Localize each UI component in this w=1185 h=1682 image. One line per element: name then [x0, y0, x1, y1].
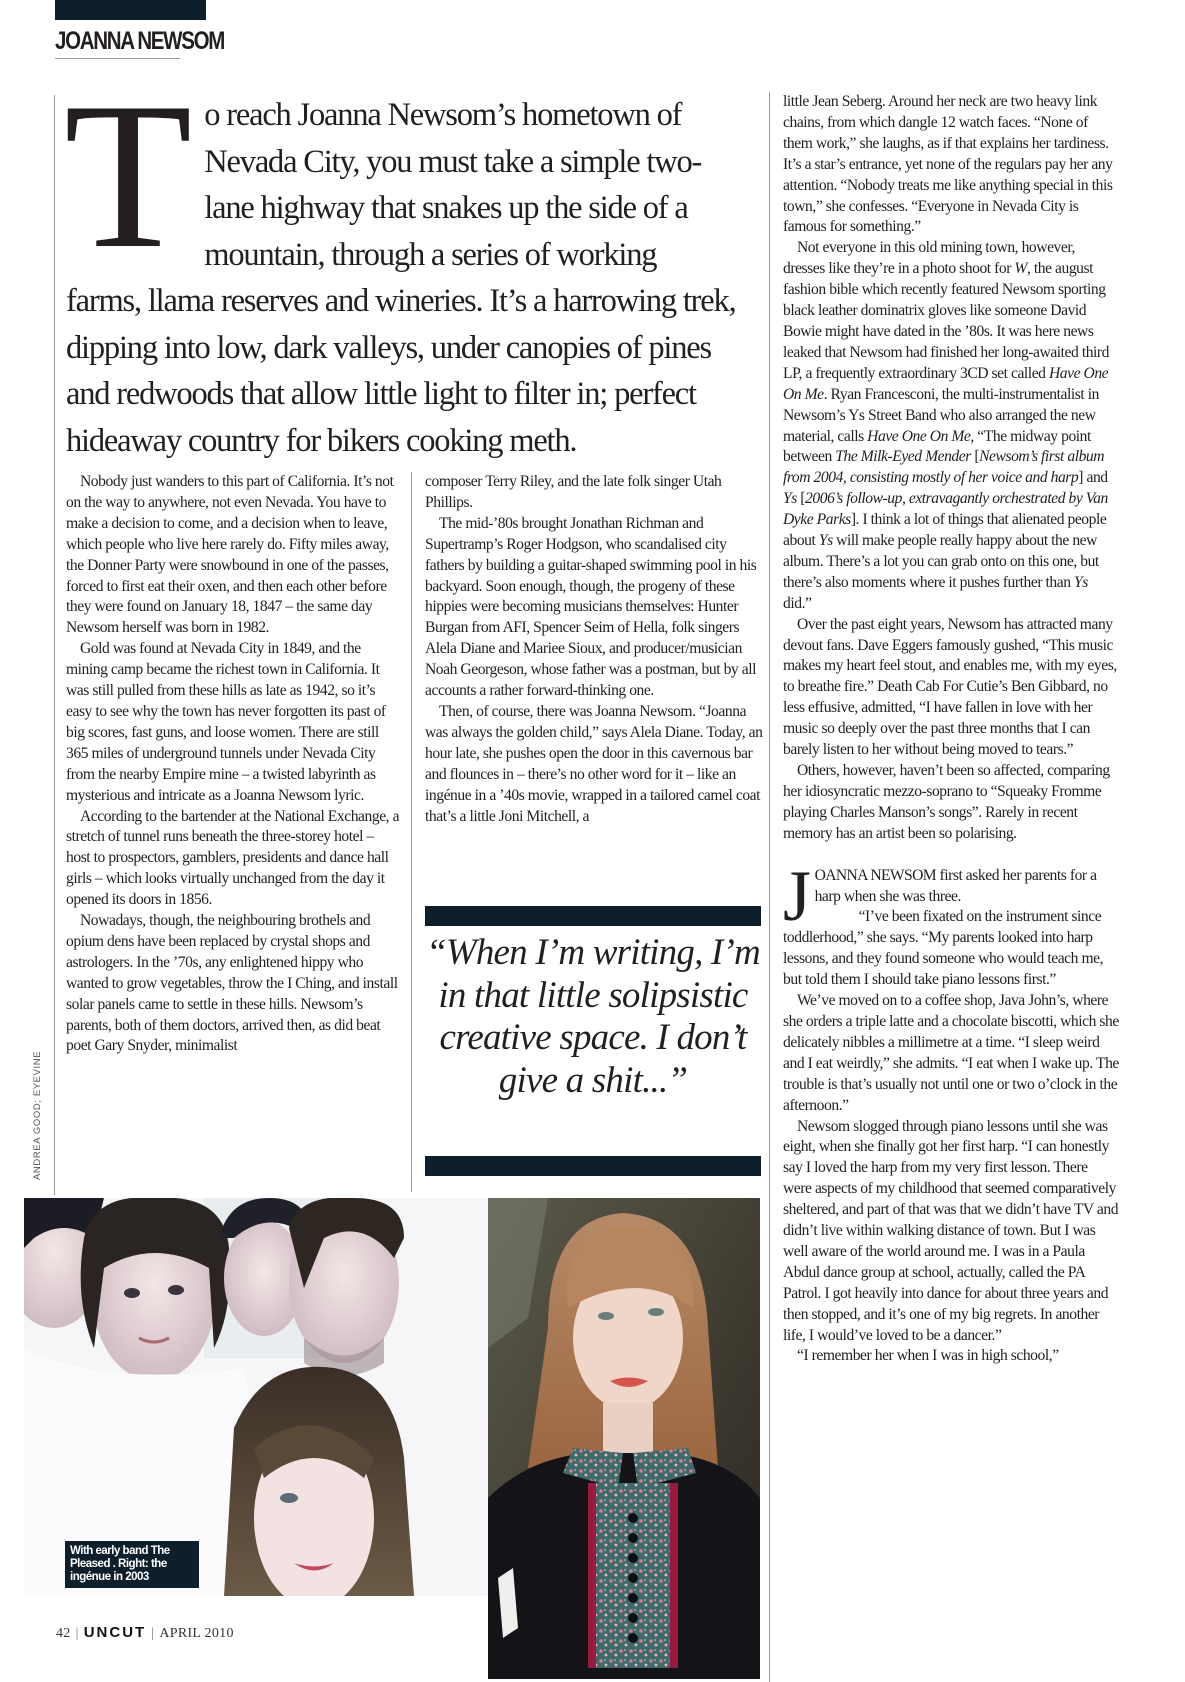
paragraph: The mid-’80s brought Jonathan Richman and Supertramp’s Roger Hodgson, who scandalised city fathers by building a guitar-shaped swimming pool in his backyard. Soon enough, though, the progeny of these hippies were becoming musicians themselves: Hunter Burgan from AFI, Spencer Seim of Hella, folk singers Alela Diane and Mariee Sioux, and producer/musician Noah Georgeson, whose father was a postman, but by all accounts a rather forward-thinking one.	[425, 514, 757, 700]
paragraph: “I’ve been fixated on the instrument since toddlerhood,” she says. “My parents looked into harp lessons, and they found someone who would teach me, but told them I should take piano lessons first.”	[783, 908, 1104, 989]
left-margin-rule	[54, 95, 55, 1195]
paragraph: Then, of course, there was Joanna Newsom. “Joanna was always the golden child,” says Alela Diane. Today, an hour late, she pushes open the door in this cavernous bar and flounces in – there’s no other word for it – like an ingénue in a ’40s movie, wrapped in a tailored camel coat that’s a little Joni Mitchell, a	[425, 702, 763, 825]
header-color-bar	[55, 0, 206, 20]
editorial-note: Newsom’s first album from 2004, consisting mostly of her voice and harp	[783, 448, 1105, 487]
paragraph: Over the past eight years, Newsom has attracted many devout fans. Dave Eggers famously gushed, “This music makes my heart feel stout, and enables me, with my eyes, to breathe fire.” Death Cab For Cutie’s Ben Gibbard, no less effusive, admitted, “I have fallen in love with her music so deeply over the past three months that I can barely listen to her without being moved to tears.”	[783, 615, 1117, 759]
album-title: Ys	[783, 490, 797, 508]
paragraph	[783, 238, 1119, 614]
column-divider-1	[411, 472, 412, 1192]
footer-separator: |	[75, 1626, 79, 1641]
paragraph: According to the bartender at the National Exchange, a stretch of tunnel runs beneath the three-storey hotel – host to prospectors, gamblers, presidents and dance hall girls – which looks virtually unchanged from the day it opened its doors in 1856.	[66, 807, 400, 909]
drop-cap-j: J	[783, 855, 811, 936]
editorial-note: 2006’s follow-up, extravagantly orchestrated by Van Dyke Parks	[783, 490, 1108, 529]
text-run: ]. I think a lot of things that alienated people about	[783, 511, 1107, 550]
section-label: JOANNA NEWSOM	[55, 26, 180, 59]
magazine-name: UNCUT	[83, 1624, 147, 1641]
paragraph: Nobody just wanders to this part of California. It’s not on the way to anywhere, not even Nevada. You have to make a decision to come, and a decision when to leave, which people who live here rarely do. Fifty miles away, the Donner Party were snowbound in one of the passes, forced to first eat their oxen, and then each other before they were found on January 18, 1847 – the same day Newsom herself was born in 1982.	[66, 473, 394, 637]
photo-caption: With early band The Pleased . Right: the ingénue in 2003	[65, 1541, 199, 1588]
text-run: [	[970, 448, 980, 466]
intro-text: o reach Joanna Newsom’s hometown of Nevada City, you must take a simple two-lane highway that snakes up the side of a mountain, through a series of working farms, llama reserves and wineries. It’s a harrowing trek, dipping into low, dark valleys, under canopies of pines and redwoods that allow little light to filter in; perfect hideaway country for bikers cooking meth.	[66, 97, 736, 459]
text-run: [	[796, 490, 806, 508]
album-title: The Milk-Eyed Mender	[835, 448, 971, 466]
album-title: Have One On Me	[867, 427, 971, 445]
band-photo-illustration	[24, 1198, 488, 1596]
pull-quote: “When I’m writing, I’m in that little solipsistic creative space. I don’t give a shit...”	[426, 932, 760, 1101]
joanna-portrait-photo	[488, 1198, 760, 1679]
intro-paragraph	[64, 60, 736, 464]
article-column-3	[783, 92, 1119, 1367]
text-run: Not everyone in this old mining town, however, dresses like they’re in a photo shoot for	[783, 239, 1075, 278]
album-title: Have One On Me	[783, 364, 1109, 403]
paragraph: Newsom slogged through piano lessons until she was eight, when she finally got her first harp. “I can honestly say I loved the harp from my very first lesson. There were aspects of my childhood that seemed comparatively sheltered, and part of that was that we didn’t have TV and didn’t live within walking distance of town. But I was well aware of the world around me. I was in a Paula Abdul dance group at school, actually, called the PA Patrol. I got heavily into dance for about three years and then stopped, and it’s one of my big regrets. In another life, I would’ve loved to be a dancer.”	[783, 1117, 1119, 1344]
drop-cap-t: T	[64, 60, 193, 292]
paragraph: little Jean Seberg. Around her neck are two heavy link chains, from which dangle 12 watch faces. “None of them work,” she laughs, as if that explains her tardiness. It’s a star’s entrance, yet none of the regulars pay her any attention. “Nobody treats me like anything special in this town,” she confesses. “Everyone in Nevada City is famous for something.”	[783, 93, 1113, 236]
article-column-1	[66, 472, 400, 1057]
section-spacer	[783, 845, 1119, 866]
text-run: ] and	[1078, 469, 1108, 487]
photo-credit: ANDREA GOOD; EYEVINE	[32, 1050, 43, 1180]
album-title: Ys	[1074, 573, 1088, 591]
paragraph: composer Terry Riley, and the late folk singer Utah Phillips.	[425, 473, 722, 511]
album-title: Ys	[818, 532, 833, 550]
page-footer	[56, 1624, 234, 1642]
article-column-2	[425, 472, 765, 827]
text-run: , “The midway point between	[783, 427, 1091, 466]
band-photo	[24, 1198, 488, 1596]
page-number: 42	[56, 1626, 71, 1641]
text-run: . Ryan Francesconi, the multi-instrumentalist in Newsom’s Ys Street Band who also arranged the new material, calls	[783, 385, 1099, 445]
text-run: did.”	[783, 594, 812, 612]
magazine-title: W	[1014, 260, 1027, 278]
paragraph: Gold was found at Nevada City in 1849, and the mining camp became the richest town in California. It was still pulled from these hills as late as 1942, so it’s easy to see why the town has never forgotten its past of big scores, fast guns, and loose women. There are still 365 miles of underground tunnels under Nevada City from the nearby Empire mine – a twisted labyrinth as mysterious and intricate as a Joanna Newsom lyric.	[66, 640, 386, 804]
text-run: will make people really happy about the new album. There’s a lot you can grab onto on this one, but there’s also moments where it pushes further than	[783, 532, 1099, 591]
paragraph: Others, however, haven’t been so affected, comparing her idiosyncratic mezzo-soprano to “Squeaky Fromme playing Charles Manson’s songs”. Rarely in recent memory has an artist been so polarising.	[783, 762, 1110, 842]
paragraph: Nowadays, though, the neighbouring brothels and opium dens have been replaced by crystal shops and astrologers. In the ’70s, any enlightened hippy who wanted to grow vegetables, throw the I Ching, and install solar panels came to settle in these hills. Newsom’s parents, both of them doctors, arrived then, as did beat poet Gary Snyder, minimalist	[66, 912, 398, 1055]
portrait-illustration	[488, 1198, 760, 1679]
lead-in-caps: OANNA NEWSOM	[814, 866, 937, 884]
column-divider-2	[769, 92, 770, 1682]
section-opening-paragraph	[783, 855, 1119, 936]
paragraph: “I remember her when I was in high school,”	[797, 1347, 1059, 1365]
issue-date: APRIL 2010	[159, 1626, 234, 1641]
pull-quote-top-bar	[425, 906, 761, 926]
text-run: first asked her parents for a harp when she was three.	[814, 866, 1097, 905]
text-run: , the august fashion bible which recently featured Newsom sporting black leather dominatrix gloves like someone David Bowie might have dated in the ’80s. It was here news leaked that Newsom had finished her long-awaited third LP, a frequently extraordinary 3CD set called	[783, 260, 1110, 382]
footer-separator: |	[151, 1626, 155, 1641]
pull-quote-bottom-bar	[425, 1156, 761, 1176]
paragraph: We’ve moved on to a coffee shop, Java John’s, where she orders a triple latte and a chocolate biscotti, which she delicately nibbles a millimetre at a time. “I sleep weird and I eat weirdly,” she admits. “I eat when I wake up. The trouble is that’s usually not until one or two o’clock in the afternoon.”	[783, 992, 1119, 1114]
